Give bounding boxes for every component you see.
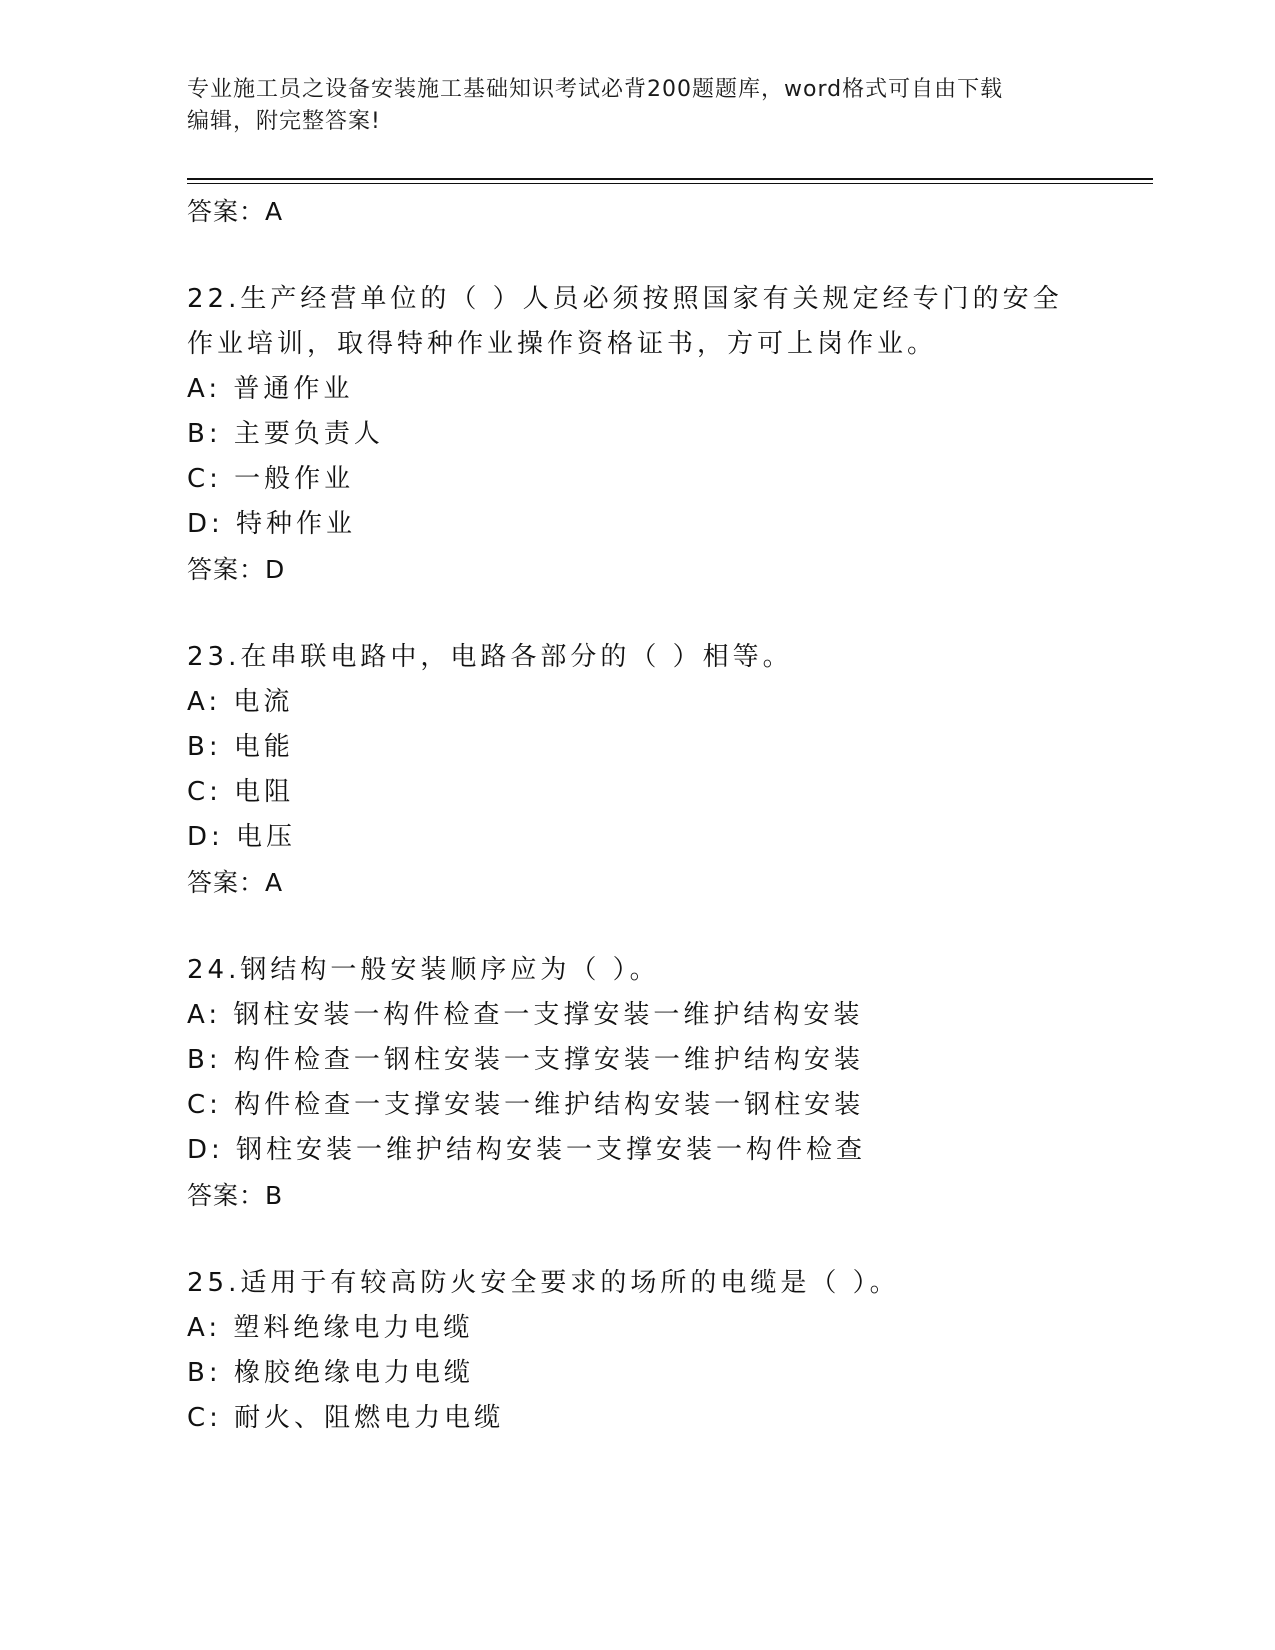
option-a: A: 钢柱安装一构件检查一支撑安装一维护结构安装 (187, 1000, 864, 1030)
question-23 (187, 635, 1087, 905)
header-title-line-1: 专业施工员之设备安装施工基础知识考试必背200题题库，word格式可自由下载 (187, 77, 1004, 102)
question-stem: 24.钢结构一般安装顺序应为（ ）。 (187, 955, 660, 985)
option-a: A: 普通作业 (187, 374, 354, 404)
option-b: B: 主要负责人 (187, 419, 384, 449)
option-c: C: 构件检查一支撑安装一维护结构安装一钢柱安装 (187, 1090, 865, 1120)
spacer (187, 1218, 1087, 1261)
question-24 (187, 948, 1087, 1218)
answer: 答案：B (187, 1181, 284, 1210)
option-c: C: 电阻 (187, 777, 295, 807)
answer: 答案：D (187, 555, 286, 584)
option-a: A: 电流 (187, 687, 294, 717)
spacer (187, 905, 1087, 948)
question-list (187, 189, 1087, 1441)
question-22 (187, 277, 1087, 592)
option-d: D: 钢柱安装一维护结构安装一支撑安装一构件检查 (187, 1135, 867, 1165)
header-rule-thick (187, 178, 1153, 180)
answer: 答案：A (187, 868, 284, 897)
spacer (187, 592, 1087, 635)
spacer (187, 234, 1087, 277)
option-d: D: 特种作业 (187, 509, 357, 539)
option-c: C: 一般作业 (187, 464, 355, 494)
header-title-line-2: 编辑，附完整答案! (187, 109, 381, 134)
option-a: A: 塑料绝缘电力电缆 (187, 1313, 474, 1343)
question-stem: 23.在串联电路中，电路各部分的（ ）相等。 (187, 642, 793, 672)
option-b: B: 构件检查一钢柱安装一支撑安装一维护结构安装 (187, 1045, 864, 1075)
question-stem: 25.适用于有较高防火安全要求的场所的电缆是（ ）。 (187, 1268, 900, 1298)
option-b: B: 电能 (187, 732, 294, 762)
header-rule-thin (187, 183, 1153, 184)
document-header (187, 74, 1067, 138)
option-d: D: 电压 (187, 822, 297, 852)
question-stem: 22.生产经营单位的（ ）人员必须按照国家有关规定经专门的安全作业培训，取得特种作业操作资格证书，方可上岗作业。 (187, 284, 1063, 359)
previous-answer: 答案：A (187, 197, 284, 226)
question-25 (187, 1261, 1087, 1441)
option-c: C: 耐火、阻燃电力电缆 (187, 1403, 505, 1433)
option-b: B: 橡胶绝缘电力电缆 (187, 1358, 474, 1388)
